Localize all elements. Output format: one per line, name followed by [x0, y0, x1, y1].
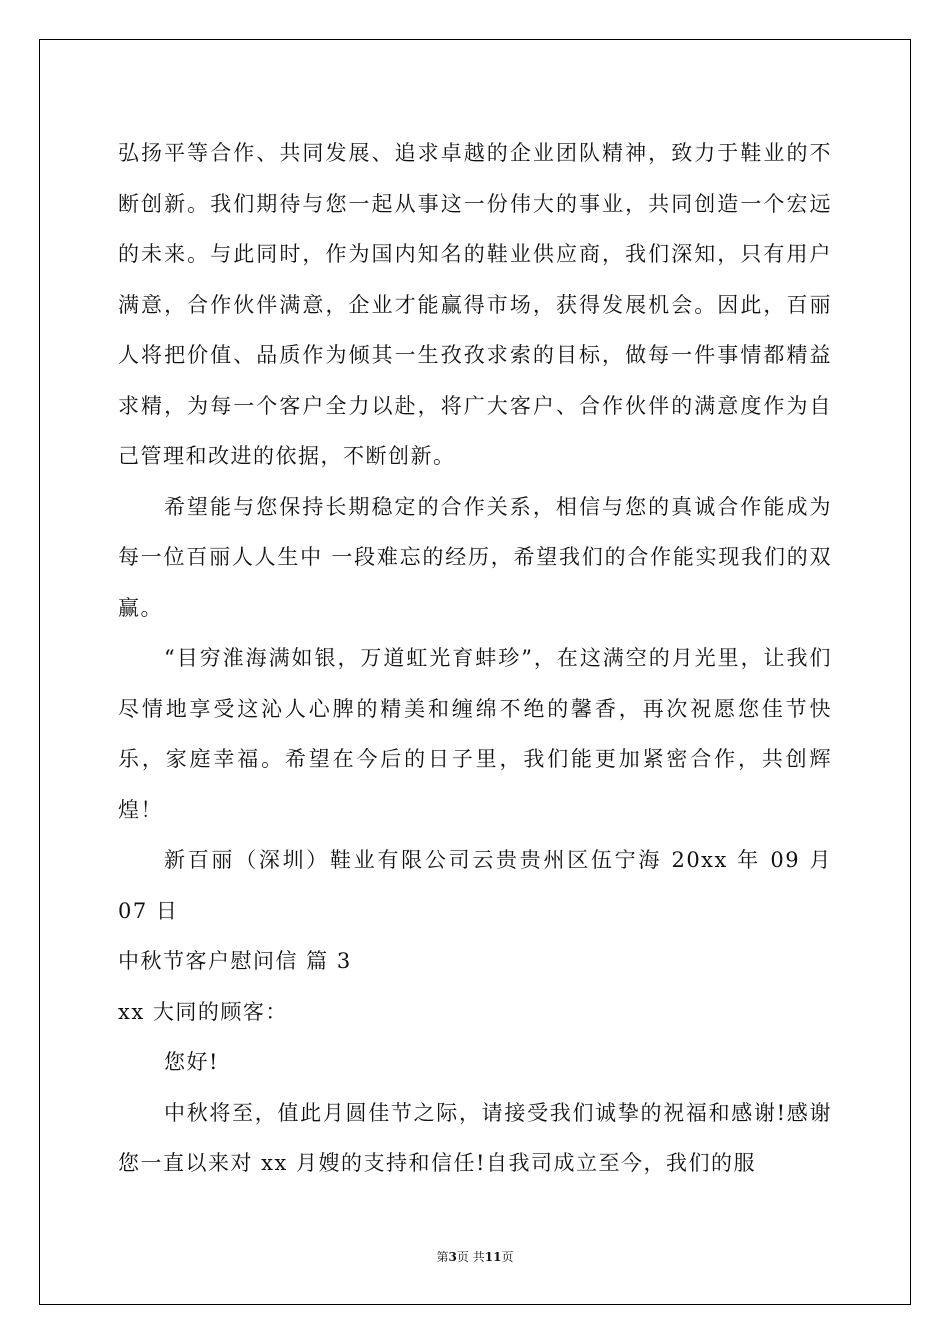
footer-page-number: 3: [448, 1250, 457, 1264]
footer-page-suffix: 页 共: [456, 1250, 485, 1264]
paragraph-opening: 中秋将至，值此月圆佳节之际，请接受我们诚挚的祝福和感谢!感谢您一直以来对 xx 月嫂的支持和信任!自我司成立至今，我们的服: [118, 1100, 832, 1175]
footer-total-suffix: 页: [501, 1250, 514, 1264]
paragraph-blessing: “目穷淮海满如银，万道虹光育蚌珍”，在这满空的月光里，让我们尽情地享受这沁人心脾的精美和缠绵不绝的馨香，再次祝愿您佳节快乐，家庭幸福。希望在今后的日子里，我们能更加紧密合作，共创辉煌！: [118, 646, 832, 822]
document-body: [118, 128, 832, 1189]
section-title: 中秋节客户慰问信 篇 3: [118, 949, 352, 973]
paragraph-cooperation: 希望能与您保持长期稳定的合作关系，相信与您的真诚合作能成为每一位百丽人人生中 一段难忘的经历，希望我们的合作能实现我们的双赢。: [118, 494, 832, 620]
page-footer: [0, 1248, 950, 1265]
footer-total-pages: 11: [484, 1250, 502, 1264]
footer-page-prefix: 第: [436, 1250, 449, 1264]
paragraph-mission: 弘扬平等合作、共同发展、追求卓越的企业团队精神，致力于鞋业的不断创新。我们期待与您一起从事这一份伟大的事业，共同创造一个宏远的未来。与此同时，作为国内知名的鞋业供应商，我们深知，只有用户满意，合作伙伴满意，企业才能赢得市场，获得发展机会。因此，百丽人将把价值、品质作为倾其一生孜孜求索的目标，做每一件事情都精益求精，为每一个客户全力以赴，将广大客户、合作伙伴的满意度作为自己管理和改进的依据，不断创新。: [118, 141, 832, 468]
greeting: 您好!: [164, 1050, 219, 1074]
signature-line: 新百丽（深圳）鞋业有限公司云贵贵州区伍宁海 20xx 年 09 月 07 日: [118, 848, 832, 923]
salutation: xx 大同的顾客：: [118, 999, 288, 1024]
